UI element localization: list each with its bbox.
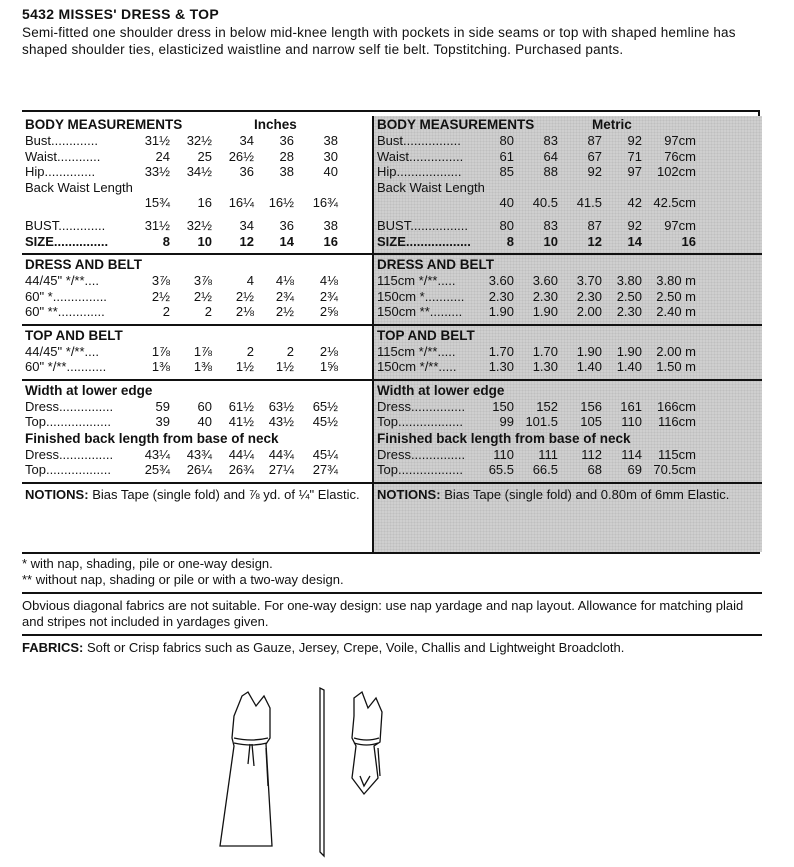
row-value: 16 [681, 233, 696, 249]
row-value: 3.80 m [656, 273, 696, 288]
row-value: 92 [627, 218, 642, 233]
table-row [374, 289, 762, 305]
row-label: Dress............... [25, 398, 114, 414]
row-value: 1⅜ [193, 359, 212, 374]
row-value: 68 [587, 462, 602, 477]
row-value: 2.00 m [656, 343, 696, 359]
row-value: 80 [499, 133, 514, 148]
row-value: 42.5cm [653, 194, 696, 210]
row-value: 41½ [228, 414, 254, 429]
metric-panel [372, 116, 762, 552]
row-label: Top.................. [25, 414, 111, 429]
row-value: 26½ [228, 148, 254, 164]
section-title: BODY MEASUREMENTS [25, 117, 183, 132]
row-value: 16¼ [228, 194, 254, 210]
row-value: 3⅞ [193, 273, 212, 288]
row-value: 30 [323, 148, 338, 164]
row-value: 34½ [186, 164, 212, 179]
fabric-note: Obvious diagonal fabrics are not suitable. For one-way design: use nap yardage and nap layout. Allowance for matching plaid and stripes not included in yardages given. [22, 598, 744, 629]
row-value: 4⅛ [319, 273, 338, 288]
row-value: 3⅞ [151, 273, 170, 288]
row-value: 1.70 [488, 343, 514, 359]
table-row [374, 164, 762, 180]
row-value: 2⅛ [319, 343, 338, 359]
row-value: 40 [499, 194, 514, 210]
section-header [22, 430, 372, 447]
section-header [22, 327, 372, 344]
row-value: 97 [627, 164, 642, 179]
row-value: 2 [246, 343, 254, 359]
row-value: 43½ [268, 414, 294, 429]
row-value: 28 [279, 148, 294, 164]
row-value: 34 [239, 133, 254, 148]
row-value: 101.5 [525, 414, 558, 429]
row-value: 14 [279, 233, 294, 249]
row-value: 1.90 [532, 304, 558, 319]
section-divider [374, 482, 762, 484]
row-value: 2.40 m [656, 304, 696, 319]
row-value: 1⅝ [319, 359, 338, 374]
row-value: 2.30 [576, 288, 602, 304]
row-label: 150cm */**..... [377, 359, 457, 374]
row-value: 1.70 [532, 343, 558, 359]
row-value: 38 [323, 133, 338, 148]
table-top-rule [22, 110, 760, 112]
row-value: 1.30 [488, 359, 514, 374]
row-value: 2.50 m [656, 288, 696, 304]
row-value: 2 [204, 304, 212, 319]
footnote-two-way: ** without nap, shading or pile or with a two-way design. [22, 572, 344, 587]
row-value: 12 [587, 233, 602, 249]
row-value: 67 [587, 148, 602, 164]
row-value: 8 [506, 233, 514, 249]
row-value: 2.50 [616, 288, 642, 304]
row-label: 150cm *........... [377, 288, 465, 304]
table-row [374, 195, 762, 211]
row-value: 63½ [268, 398, 294, 414]
row-label: Top.................. [377, 462, 463, 477]
table-row [22, 133, 372, 149]
row-label: SIZE............... [25, 233, 109, 249]
section-title: Width at lower edge [377, 382, 505, 398]
row-value: 1½ [275, 359, 294, 374]
section-divider [374, 379, 762, 381]
garment-sketch [212, 686, 442, 862]
row-value: 43¼ [144, 446, 170, 462]
table-row [22, 289, 372, 305]
table-row [22, 218, 372, 234]
table-row [374, 218, 762, 234]
row-value: 3.60 [488, 273, 514, 288]
row-value: 16 [323, 233, 338, 249]
table-row [374, 304, 762, 320]
row-value: 2.30 [488, 288, 514, 304]
row-label: 44/45" */**.... [25, 343, 99, 359]
row-value: 36 [279, 218, 294, 233]
section-divider [22, 482, 372, 484]
row-label: Dress............... [25, 446, 114, 462]
row-value: 4 [246, 273, 254, 288]
row-value: 4⅛ [275, 273, 294, 288]
notions-detail: Bias Tape (single fold) and 0.80m of 6mm Elastic. [444, 486, 730, 502]
section-divider [374, 253, 762, 255]
row-value: 70.5cm [653, 462, 696, 477]
row-value: 65½ [312, 398, 338, 414]
fabrics-list: Soft or Crisp fabrics such as Gauze, Jersey, Crepe, Voile, Challis and Lightweight Broadcloth. [87, 640, 625, 655]
table-row [374, 447, 762, 463]
section-title: TOP AND BELT [377, 327, 475, 343]
table-row [22, 414, 372, 430]
row-value: 32½ [186, 133, 212, 148]
row-value: 41.5 [576, 194, 602, 210]
row-value: 65.5 [488, 462, 514, 477]
notions-detail: Bias Tape (single fold) and ⅞ yd. of ¼" Elastic. [92, 486, 360, 502]
row-value: 1.40 [616, 359, 642, 374]
table-row [374, 273, 762, 289]
row-value: 31½ [144, 218, 170, 233]
section-divider [374, 324, 762, 326]
row-label: 60" *............... [25, 288, 107, 304]
fabrics-label: FABRICS: [22, 640, 84, 655]
table-row [22, 304, 372, 320]
table-row [374, 133, 762, 149]
section-divider [22, 379, 372, 381]
section-divider [22, 253, 372, 255]
row-value: 16 [197, 194, 212, 210]
row-label: Hip.................. [377, 164, 462, 179]
belt-drawing [320, 688, 324, 856]
row-label: 115cm */**..... [377, 343, 456, 359]
row-value: 10 [543, 233, 558, 249]
row-value: 2.00 [576, 304, 602, 319]
row-label: 44/45" */**.... [25, 273, 99, 288]
table-row [374, 462, 762, 478]
table-row [22, 273, 372, 289]
row-value: 1.40 [576, 359, 602, 374]
row-value: 38 [279, 164, 294, 179]
row-value: 2⅛ [235, 304, 254, 319]
row-value: 12 [239, 233, 254, 249]
section-header [374, 327, 762, 344]
row-value: 42 [627, 194, 642, 210]
row-value: 1.90 [576, 343, 602, 359]
section-header [374, 430, 762, 447]
table-row [22, 399, 372, 415]
row-label: Bust................ [377, 133, 461, 148]
row-value: 1.90 [488, 304, 514, 319]
row-value: 59 [155, 398, 170, 414]
row-value: 83 [543, 133, 558, 148]
measurement-tables [22, 116, 760, 552]
row-value: 32½ [186, 218, 212, 233]
row-value: 87 [587, 218, 602, 233]
table-row [22, 164, 372, 180]
row-value: 16¾ [312, 194, 338, 210]
section-title: DRESS AND BELT [377, 257, 495, 272]
row-value: 69 [627, 462, 642, 477]
row-value: 150 [492, 398, 514, 414]
fabrics-text [22, 640, 762, 656]
row-label: 60" */**........... [25, 359, 107, 374]
pattern-description: Semi-fitted one shoulder dress in below mid-knee length with pockets in side seams or top with shaped hemline has shaped shoulder ties, elasticized waistline and narrow self tie belt. Topstitching. Purchased pants. [22, 25, 736, 57]
row-value: 16½ [268, 194, 294, 210]
section-title: TOP AND BELT [25, 327, 123, 343]
table-row [374, 234, 762, 250]
row-value: 40 [197, 414, 212, 429]
divider [22, 634, 762, 636]
table-row [374, 359, 762, 375]
spacer [374, 210, 762, 218]
row-value: 2½ [275, 304, 294, 319]
row-value: 97cm [664, 218, 696, 233]
row-value: 110 [493, 446, 514, 462]
row-value: 114 [621, 446, 642, 462]
row-value: 44¼ [228, 446, 254, 462]
row-value: 102cm [656, 164, 696, 179]
row-value: 3.60 [532, 273, 558, 288]
row-value: 60 [197, 398, 212, 414]
table-row [374, 344, 762, 360]
pattern-header [22, 6, 782, 58]
row-value: 2⅝ [319, 304, 338, 319]
table-row [22, 149, 372, 165]
row-value: 2½ [193, 288, 212, 304]
row-value: 36 [239, 164, 254, 179]
row-label: Dress............... [377, 446, 466, 462]
pattern-title: 5432 MISSES' DRESS & TOP [22, 6, 220, 22]
row-value: 61 [499, 148, 514, 164]
row-value: 25¾ [144, 462, 170, 477]
notions-text [22, 485, 372, 505]
row-value: 14 [627, 233, 642, 249]
section-title: DRESS AND BELT [25, 257, 143, 272]
section-header [374, 256, 762, 273]
row-value: 92 [627, 133, 642, 148]
table-row [22, 462, 372, 478]
row-label: 60" **............. [25, 304, 105, 319]
row-value: 85 [499, 164, 514, 179]
table-row [22, 359, 372, 375]
row-value: 40 [323, 164, 338, 179]
section-divider [22, 324, 372, 326]
row-value: 26¼ [186, 462, 212, 477]
table-row [22, 344, 372, 360]
table-row [22, 195, 372, 211]
row-label: Top.................. [377, 414, 463, 429]
inches-panel [22, 116, 372, 552]
row-value: 66.5 [532, 462, 558, 477]
unit-label: Metric [592, 117, 632, 132]
row-label: 150cm **......... [377, 304, 463, 319]
table-bottom-rule [22, 552, 760, 554]
row-value: 1.50 m [656, 359, 696, 374]
row-value: 15¾ [144, 194, 170, 210]
row-value: 83 [543, 218, 558, 233]
unit-label: Inches [254, 117, 297, 132]
row-value: 2¾ [319, 288, 338, 304]
row-value: 2½ [235, 288, 254, 304]
section-header [22, 116, 372, 133]
row-value: 2 [286, 343, 294, 359]
section-title: Finished back length from base of neck [377, 430, 631, 446]
section-header [22, 256, 372, 273]
divider [22, 592, 762, 594]
row-value: 111 [538, 446, 558, 462]
row-value: 2½ [151, 288, 170, 304]
row-value: 43¾ [186, 446, 212, 462]
row-value: 80 [499, 218, 514, 233]
row-value: 76cm [664, 148, 696, 164]
row-value: 1½ [235, 359, 254, 374]
row-value: 2.30 [532, 288, 558, 304]
row-label: Waist............... [377, 148, 464, 164]
row-value: 105 [580, 414, 602, 429]
row-label: BUST............. [25, 218, 106, 233]
row-value: 161 [620, 398, 642, 414]
row-label: Dress............... [377, 398, 466, 414]
row-value: 1.90 [616, 343, 642, 359]
back-waist-label: Back Waist Length [377, 179, 485, 195]
row-value: 71 [627, 148, 642, 164]
section-title: BODY MEASUREMENTS [377, 117, 535, 132]
row-value: 40.5 [532, 194, 558, 210]
row-value: 166cm [656, 398, 696, 414]
table-row [374, 149, 762, 165]
row-value: 24 [155, 148, 170, 164]
row-value: 99 [499, 414, 514, 429]
section-header [374, 382, 762, 399]
row-label: BUST................ [377, 218, 469, 233]
row-label: Hip.............. [25, 164, 96, 179]
top-drawing [352, 692, 382, 794]
row-value: 10 [197, 233, 212, 249]
row-value: 8 [162, 233, 170, 249]
section-header [374, 116, 762, 133]
row-value: 3.70 [576, 273, 602, 288]
row-value: 3.80 [616, 273, 642, 288]
row-value: 2 [162, 304, 170, 319]
table-row [374, 399, 762, 415]
row-value: 116cm [657, 414, 696, 429]
notions-label: NOTIONS: [25, 486, 89, 502]
row-value: 44¾ [268, 446, 294, 462]
row-value: 31½ [144, 133, 170, 148]
row-value: 88 [543, 164, 558, 179]
table-row [22, 447, 372, 463]
section-title: Finished back length from base of neck [25, 430, 279, 446]
row-value: 110 [621, 414, 642, 429]
row-value: 87 [587, 133, 602, 148]
row-value: 45½ [312, 414, 338, 429]
row-label: Waist............ [25, 148, 101, 164]
row-label: 115cm */**..... [377, 273, 456, 288]
section-title: Width at lower edge [25, 382, 153, 398]
row-value: 97cm [664, 133, 696, 148]
row-value: 61½ [228, 398, 254, 414]
row-label: Bust............. [25, 133, 98, 148]
row-value: 27¾ [312, 462, 338, 477]
row-value: 45¼ [312, 446, 338, 462]
section-header [22, 382, 372, 399]
row-value: 152 [536, 398, 558, 414]
row-value: 156 [580, 398, 602, 414]
table-row [22, 234, 372, 250]
row-label: SIZE.................. [377, 233, 471, 249]
row-value: 33½ [144, 164, 170, 179]
footnotes [22, 556, 762, 656]
notions-label: NOTIONS: [377, 486, 441, 502]
row-value: 112 [581, 446, 602, 462]
row-value: 39 [155, 414, 170, 429]
row-value: 1⅜ [151, 359, 170, 374]
row-value: 1⅞ [151, 343, 170, 359]
spacer [22, 210, 372, 218]
row-value: 34 [239, 218, 254, 233]
table-row [374, 414, 762, 430]
row-label: Top.................. [25, 462, 111, 477]
row-value: 36 [279, 133, 294, 148]
row-value: 115cm [657, 446, 696, 462]
row-value: 26¾ [228, 462, 254, 477]
row-value: 1⅞ [193, 343, 212, 359]
footnote-one-way: * with nap, shading, pile or one-way design. [22, 556, 273, 571]
row-value: 2.30 [616, 304, 642, 319]
row-value: 38 [323, 218, 338, 233]
row-value: 64 [543, 148, 558, 164]
row-value: 25 [197, 148, 212, 164]
row-value: 92 [587, 164, 602, 179]
row-value: 27¼ [268, 462, 294, 477]
row-value: 1.30 [532, 359, 558, 374]
row-value: 2¾ [275, 288, 294, 304]
back-waist-label: Back Waist Length [25, 179, 133, 195]
notions-text [374, 485, 762, 505]
dress-drawing [220, 692, 272, 846]
